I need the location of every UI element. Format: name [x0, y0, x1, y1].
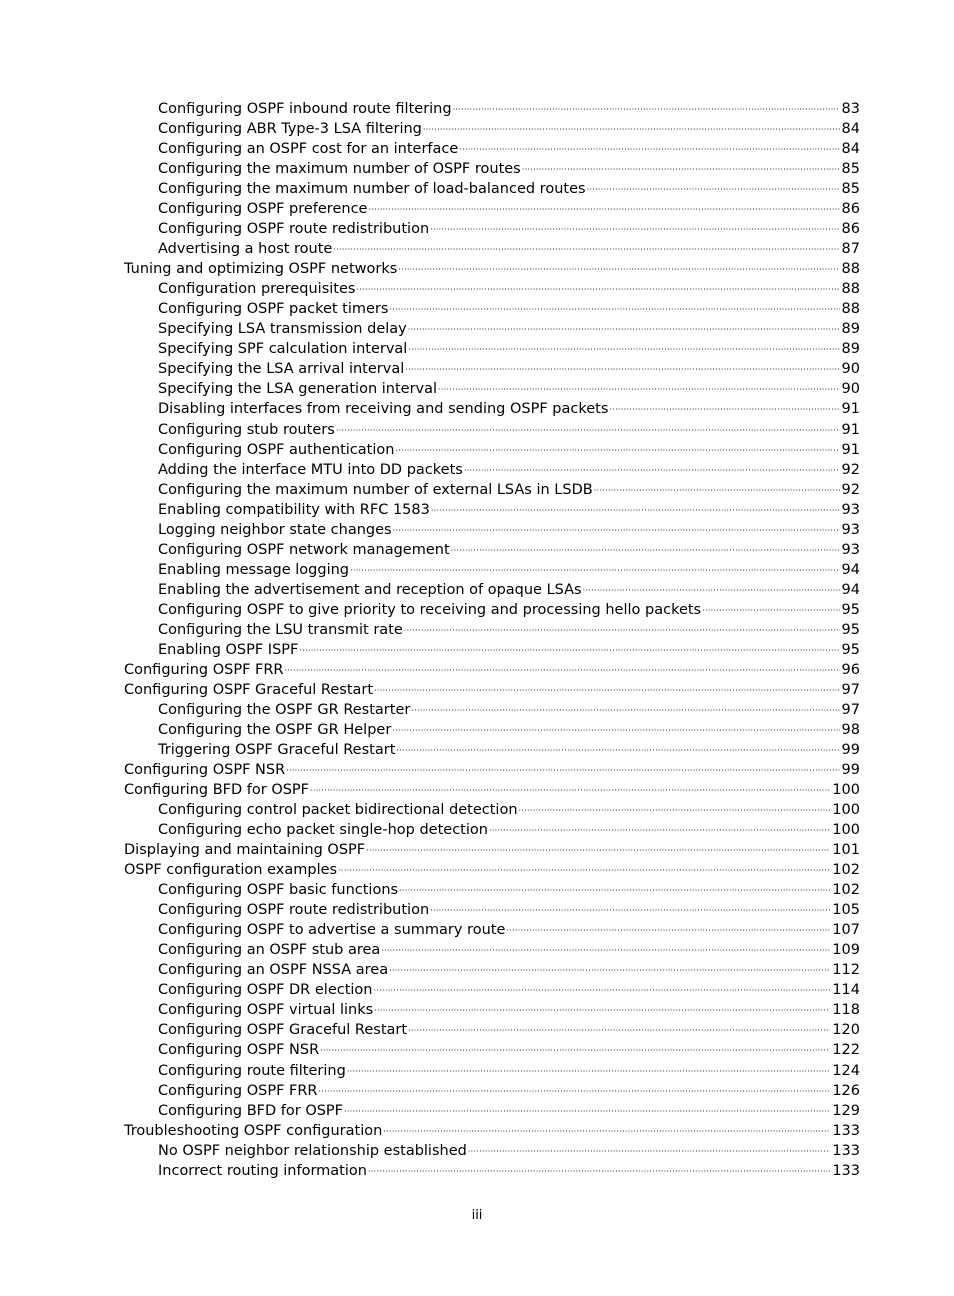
toc-entry-page-number: 126	[832, 1082, 860, 1099]
toc-entry-title: Configuring the LSU transmit rate	[158, 621, 403, 638]
dot-leader	[373, 981, 830, 1001]
toc-entry-page-number: 98	[841, 721, 860, 738]
toc-entry-page-number: 96	[841, 661, 860, 678]
toc-entry-page-number: 94	[841, 581, 860, 598]
toc-entry-title: Configuring OSPF Graceful Restart	[124, 681, 374, 698]
toc-entry-page-number: 88	[841, 281, 860, 298]
toc-entry-page-number: 124	[832, 1062, 860, 1079]
toc-entry-subsection[interactable]	[124, 99, 860, 119]
dot-leader	[368, 1162, 830, 1182]
dot-leader	[587, 180, 840, 200]
dot-leader	[404, 621, 840, 641]
toc-entry-title: Triggering OSPF Graceful Restart	[158, 742, 396, 758]
toc-entry-subsection[interactable]	[124, 1000, 860, 1020]
dot-leader	[299, 641, 839, 661]
toc-entry-title: Enabling compatibility with RFC 1583	[158, 501, 430, 518]
toc-entry-page-number: 95	[841, 621, 860, 638]
dot-leader	[310, 781, 830, 801]
toc-entry-title: Disabling interfaces from receiving and sending OSPF packets	[158, 401, 609, 418]
toc-entry-title: Configuring route filtering	[158, 1062, 346, 1079]
dot-leader	[408, 340, 839, 360]
toc-entry-subsection[interactable]	[124, 940, 860, 960]
toc-entry-page-number: 91	[841, 421, 860, 438]
toc-entry-title: Configuring the maximum number of OSPF routes	[158, 161, 521, 178]
toc-entry-page-number: 100	[832, 802, 860, 819]
toc-entry-page-number: 92	[841, 481, 860, 498]
toc-entry-title: Configuring OSPF FRR	[124, 661, 284, 678]
dot-leader	[286, 761, 839, 781]
toc-entry-subsection[interactable]	[124, 540, 860, 560]
toc-entry-page-number: 101	[832, 842, 860, 859]
toc-entry-page-number: 91	[841, 401, 860, 418]
toc-entry-title: Configuring OSPF Graceful Restart	[158, 1022, 408, 1039]
toc-entry-title: Configuring BFD for OSPF	[158, 1102, 344, 1119]
toc-entry-page-number: 88	[841, 261, 860, 278]
toc-entry-title: Enabling the advertisement and reception of opaque LSAs	[158, 581, 582, 598]
toc-entry-title: Displaying and maintaining OSPF	[124, 842, 366, 859]
toc-entry-title: Configuring an OSPF stub area	[158, 942, 381, 959]
toc-entry-title: Configuring the OSPF GR Helper	[158, 721, 392, 738]
toc-entry-title: Incorrect routing information	[158, 1162, 367, 1179]
dot-leader	[489, 821, 830, 841]
toc-entry-page-number: 84	[841, 141, 860, 158]
toc-entry-title: Configuring stub routers	[158, 421, 335, 438]
toc-entry-subsection[interactable]	[124, 319, 860, 339]
toc-entry-page-number: 102	[832, 862, 860, 879]
toc-entry-subsection[interactable]	[124, 279, 860, 299]
dot-leader	[519, 801, 831, 821]
toc-entry-subsection[interactable]	[124, 359, 860, 379]
toc-entry-title: Configuring OSPF NSR	[124, 762, 286, 779]
toc-entry-subsection[interactable]	[124, 1101, 860, 1121]
toc-entry-title: Configuring the maximum number of load-balanced routes	[158, 181, 586, 198]
dot-leader	[431, 501, 840, 521]
toc-entry-page-number: 89	[841, 341, 860, 358]
toc-entry-subsection[interactable]	[124, 159, 860, 179]
toc-entry-subsection[interactable]	[124, 580, 860, 600]
toc-entry-page-number: 85	[841, 161, 860, 178]
dot-leader	[464, 461, 840, 481]
dot-leader	[438, 380, 840, 400]
dot-leader	[374, 1001, 830, 1021]
toc-entry-subsection[interactable]	[124, 179, 860, 199]
dot-leader	[333, 240, 839, 260]
toc-entry-section[interactable]	[124, 840, 860, 860]
toc-entry-page-number: 112	[832, 962, 860, 979]
dot-leader	[350, 561, 840, 581]
toc-entry-title: Configuring OSPF to give priority to receiving and processing hello packets	[158, 601, 702, 618]
toc-entry-subsection[interactable]	[124, 379, 860, 399]
dot-leader	[453, 100, 840, 120]
toc-entry-subsection[interactable]	[124, 119, 860, 139]
toc-entry-title: Configuring OSPF packet timers	[158, 301, 389, 318]
toc-entry-page-number: 91	[841, 441, 860, 458]
dot-leader	[399, 881, 830, 901]
dot-leader	[702, 601, 839, 621]
toc-entry-page-number: 88	[841, 301, 860, 318]
toc-entry-page-number: 86	[841, 221, 860, 238]
toc-entry-title: Configuring OSPF inbound route filtering	[158, 101, 452, 117]
toc-entry-page-number: 99	[841, 742, 860, 758]
toc-entry-subsection[interactable]	[124, 199, 860, 219]
toc-entry-subsection[interactable]	[124, 800, 860, 820]
toc-entry-title: Configuring OSPF virtual links	[158, 1002, 374, 1019]
toc-entry-title: Configuring OSPF to advertise a summary route	[158, 922, 506, 939]
dot-leader	[381, 941, 830, 961]
toc-entry-page-number: 92	[841, 461, 860, 478]
dot-leader	[368, 200, 839, 220]
toc-entry-subsection[interactable]	[124, 1161, 860, 1181]
toc-entry-subsection[interactable]	[124, 460, 860, 480]
dot-leader	[451, 541, 840, 561]
toc-entry-page-number: 95	[841, 601, 860, 618]
toc-entry-subsection[interactable]	[124, 740, 860, 760]
table-of-contents	[124, 99, 860, 1181]
dot-leader	[366, 841, 830, 861]
toc-entry-title: Configuring BFD for OSPF	[124, 782, 310, 799]
dot-leader	[383, 1122, 830, 1142]
toc-entry-subsection[interactable]	[124, 219, 860, 239]
toc-entry-page-number: 90	[841, 381, 860, 398]
toc-entry-page-number: 87	[841, 241, 860, 258]
toc-entry-title: Configuring OSPF route redistribution	[158, 902, 430, 919]
dot-leader	[430, 901, 830, 921]
toc-entry-subsection[interactable]	[124, 720, 860, 740]
dot-leader	[430, 220, 839, 240]
toc-entry-section[interactable]	[124, 760, 860, 780]
toc-entry-subsection[interactable]	[124, 880, 860, 900]
toc-entry-page-number: 99	[841, 762, 860, 779]
toc-entry-title: Troubleshooting OSPF configuration	[124, 1122, 383, 1139]
toc-entry-subsection[interactable]	[124, 520, 860, 540]
toc-entry-subsection[interactable]	[124, 700, 860, 720]
toc-entry-subsection[interactable]	[124, 560, 860, 580]
toc-entry-title: Configuring echo packet single-hop detection	[158, 822, 488, 839]
dot-leader	[285, 661, 840, 681]
toc-entry-page-number: 133	[832, 1122, 860, 1139]
toc-entry-page-number: 105	[832, 902, 860, 919]
toc-entry-title: Configuring OSPF preference	[158, 201, 368, 218]
toc-entry-page-number: 109	[832, 942, 860, 959]
toc-entry-subsection[interactable]	[124, 500, 860, 520]
toc-entry-page-number: 85	[841, 181, 860, 198]
dot-leader	[459, 140, 839, 160]
toc-entry-subsection[interactable]	[124, 399, 860, 419]
dot-leader	[395, 441, 839, 461]
toc-entry-subsection[interactable]	[124, 980, 860, 1000]
toc-entry-subsection[interactable]	[124, 620, 860, 640]
toc-entry-page-number: 93	[841, 541, 860, 558]
toc-entry-page-number: 86	[841, 201, 860, 218]
toc-entry-subsection[interactable]	[124, 420, 860, 440]
toc-entry-subsection[interactable]	[124, 339, 860, 359]
dot-leader	[468, 1142, 830, 1162]
toc-entry-title: Tuning and optimizing OSPF networks	[124, 261, 398, 278]
dot-leader	[408, 1021, 830, 1041]
toc-entry-subsection[interactable]	[124, 820, 860, 840]
dot-leader	[320, 1041, 830, 1061]
toc-entry-page-number: 129	[832, 1102, 860, 1119]
dot-leader	[408, 320, 840, 340]
toc-entry-page-number: 83	[841, 101, 860, 117]
toc-entry-title: Configuring the OSPF GR Restarter	[158, 701, 411, 718]
toc-entry-title: Configuring OSPF network management	[158, 541, 450, 558]
toc-entry-title: OSPF configuration examples	[124, 862, 338, 879]
toc-entry-subsection[interactable]	[124, 239, 860, 259]
toc-entry-section[interactable]	[124, 1121, 860, 1141]
toc-entry-title: Configuring OSPF NSR	[158, 1042, 320, 1059]
dot-leader	[389, 961, 830, 981]
toc-entry-page-number: 90	[841, 361, 860, 378]
toc-entry-title: Configuring OSPF FRR	[158, 1082, 318, 1099]
toc-entry-title: Configuring the maximum number of external LSAs in LSDB	[158, 481, 593, 498]
toc-entry-subsection[interactable]	[124, 600, 860, 620]
toc-entry-section[interactable]	[124, 860, 860, 880]
toc-entry-subsection[interactable]	[124, 1141, 860, 1161]
toc-entry-page-number: 93	[841, 501, 860, 518]
dot-leader	[392, 721, 839, 741]
toc-entry-subsection[interactable]	[124, 640, 860, 660]
dot-leader	[398, 260, 839, 280]
dot-leader	[522, 160, 840, 180]
dot-leader	[336, 421, 840, 441]
dot-leader	[374, 681, 840, 701]
toc-entry-subsection[interactable]	[124, 440, 860, 460]
dot-leader	[338, 861, 830, 881]
toc-entry-title: Configuring ABR Type-3 LSA filtering	[158, 121, 422, 138]
toc-entry-subsection[interactable]	[124, 900, 860, 920]
toc-entry-title: Configuring an OSPF cost for an interface	[158, 141, 459, 158]
toc-entry-page-number: 97	[841, 701, 860, 718]
dot-leader	[344, 1102, 830, 1122]
toc-entry-title: Specifying the LSA arrival interval	[158, 361, 405, 378]
toc-entry-page-number: 133	[832, 1142, 860, 1159]
toc-entry-page-number: 120	[832, 1022, 860, 1039]
toc-entry-title: Enabling message logging	[158, 561, 350, 578]
toc-entry-page-number: 122	[832, 1042, 860, 1059]
toc-entry-page-number: 100	[832, 782, 860, 799]
toc-entry-title: Adding the interface MTU into DD packets	[158, 461, 463, 478]
toc-entry-page-number: 95	[841, 641, 860, 658]
toc-entry-page-number: 100	[832, 822, 860, 839]
dot-leader	[389, 300, 839, 320]
toc-entry-page-number: 93	[841, 521, 860, 538]
toc-entry-subsection[interactable]	[124, 480, 860, 500]
dot-leader	[319, 1082, 831, 1102]
dot-leader	[594, 481, 840, 501]
toc-entry-section[interactable]	[124, 680, 860, 700]
dot-leader	[411, 701, 839, 721]
toc-entry-title: Specifying SPF calculation interval	[158, 341, 408, 358]
dot-leader	[506, 921, 830, 941]
toc-entry-section[interactable]	[124, 259, 860, 279]
toc-entry-title: No OSPF neighbor relationship established	[158, 1142, 467, 1159]
toc-entry-subsection[interactable]	[124, 960, 860, 980]
toc-entry-title: Configuring OSPF basic functions	[158, 882, 399, 899]
dot-leader	[347, 1062, 831, 1082]
toc-entry-title: Logging neighbor state changes	[158, 521, 392, 538]
toc-entry-page-number: 97	[841, 681, 860, 698]
toc-entry-title: Specifying LSA transmission delay	[158, 321, 407, 338]
toc-entry-page-number: 107	[832, 922, 860, 939]
toc-entry-subsection[interactable]	[124, 1081, 860, 1101]
toc-entry-section[interactable]	[124, 660, 860, 680]
page-number: iii	[471, 1208, 483, 1223]
toc-entry-title: Configuring OSPF DR election	[158, 982, 373, 999]
toc-entry-subsection[interactable]	[124, 299, 860, 319]
toc-entry-page-number: 133	[832, 1162, 860, 1179]
toc-entry-title: Specifying the LSA generation interval	[158, 381, 438, 398]
toc-entry-page-number: 102	[832, 882, 860, 899]
toc-entry-title: Configuring OSPF route redistribution	[158, 221, 430, 238]
toc-entry-title: Configuring OSPF authentication	[158, 441, 395, 458]
toc-entry-page-number: 94	[841, 561, 860, 578]
toc-entry-title: Advertising a host route	[158, 241, 333, 258]
toc-entry-subsection[interactable]	[124, 1061, 860, 1081]
toc-entry-page-number: 114	[832, 982, 860, 999]
dot-leader	[393, 521, 840, 541]
toc-entry-page-number: 84	[841, 121, 860, 138]
dot-leader	[356, 280, 839, 300]
toc-entry-section[interactable]	[124, 780, 860, 800]
toc-entry-title: Configuring an OSPF NSSA area	[158, 962, 389, 979]
toc-entry-subsection[interactable]	[124, 1020, 860, 1040]
toc-entry-page-number: 118	[832, 1002, 860, 1019]
toc-entry-subsection[interactable]	[124, 920, 860, 940]
dot-leader	[583, 581, 840, 601]
dot-leader	[423, 120, 840, 140]
dot-leader	[405, 360, 839, 380]
dot-leader	[609, 400, 839, 420]
toc-entry-page-number: 89	[841, 321, 860, 338]
dot-leader	[396, 741, 839, 761]
toc-entry-subsection[interactable]	[124, 139, 860, 159]
toc-entry-title: Configuration prerequisites	[158, 281, 356, 298]
toc-entry-title: Configuring control packet bidirectional detection	[158, 802, 518, 819]
toc-entry-subsection[interactable]	[124, 1040, 860, 1060]
toc-entry-title: Enabling OSPF ISPF	[158, 641, 299, 658]
